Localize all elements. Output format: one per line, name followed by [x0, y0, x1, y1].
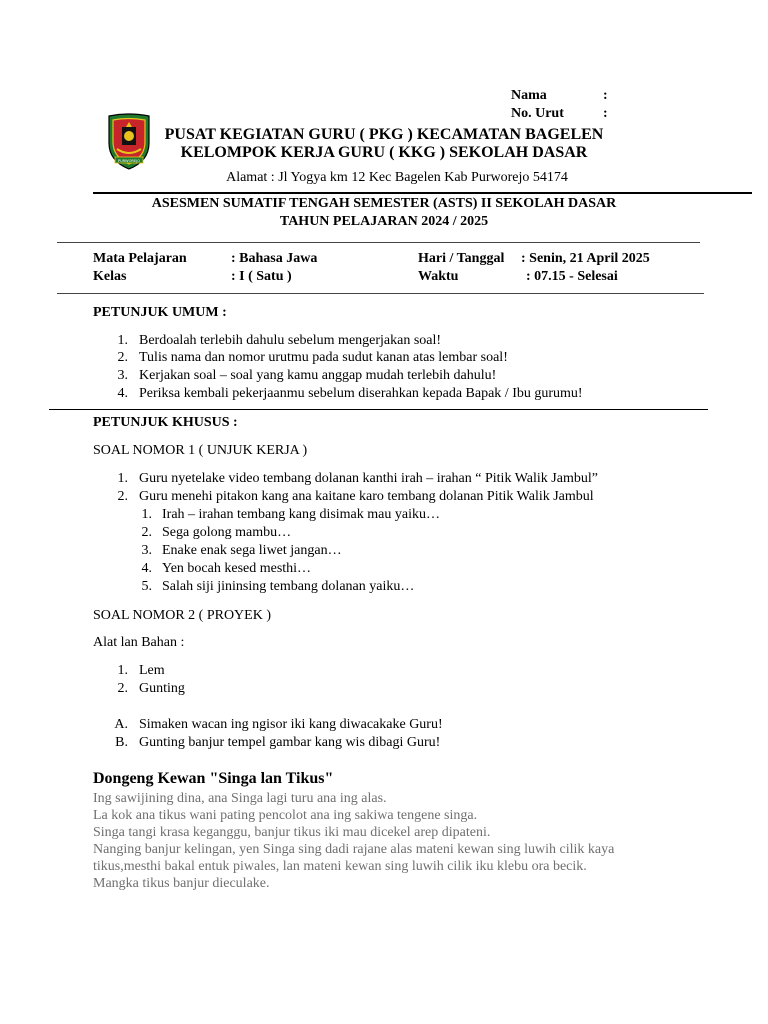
time-value: : 07.15 - Selesai	[526, 269, 618, 284]
info-divider-top	[57, 242, 700, 243]
header-address: Alamat : Jl Yogya km 12 Kec Bagelen Kab Purworejo 54174	[226, 170, 568, 185]
name-label: Nama	[511, 88, 547, 103]
story-line: Nanging banjur kelingan, yen Singa sing dadi rajane alas mateni kewan sing luwih cilik kaya	[93, 842, 615, 857]
story-line: Ing sawijining dina, ana Singa lagi turu ana ing alas.	[93, 791, 387, 806]
header-title-kkg: KELOMPOK KERJA GURU ( KKG ) SEKOLAH DASAR	[180, 144, 588, 161]
story-line: tikus,mesthi bakal entuk piwales, lan mateni kewan sing luwih cilik iku klebu ora becik.	[93, 859, 587, 874]
header-title-pkg: PUSAT KEGIATAN GURU ( PKG ) KECAMATAN BAGELEN	[164, 126, 604, 143]
story-line: La kok ana tikus wani pating pencolot ana ing sakiwa tengene singa.	[93, 808, 478, 823]
number-label: No. Urut	[511, 106, 564, 121]
question2-heading: SOAL NOMOR 2 ( PROYEK )	[93, 608, 271, 623]
date-value: : Senin, 21 April 2025	[521, 251, 650, 266]
subject-value: : Bahasa Jawa	[231, 251, 318, 266]
story-title: Dongeng Kewan "Singa lan Tikus"	[93, 770, 334, 787]
general-instructions-heading: PETUNJUK UMUM :	[93, 305, 227, 320]
date-label: Hari / Tanggal	[418, 251, 505, 266]
question1-heading: SOAL NOMOR 1 ( UNJUK KERJA )	[93, 443, 308, 458]
section-divider	[49, 409, 708, 410]
number-colon: :	[603, 106, 608, 121]
name-colon: :	[603, 88, 608, 103]
exam-year: TAHUN PELAJARAN 2024 / 2025	[279, 214, 489, 229]
time-label: Waktu	[418, 269, 459, 284]
materials-heading: Alat lan Bahan :	[93, 635, 185, 650]
header-divider	[93, 192, 752, 194]
subject-label: Mata Pelajaran	[93, 251, 187, 266]
class-value: : I ( Satu )	[231, 269, 292, 284]
info-divider-bottom	[57, 293, 704, 294]
special-instructions-heading: PETUNJUK KHUSUS :	[93, 415, 238, 430]
story-line: Singa tangi krasa keganggu, banjur tikus iki mau dicekel arep dipateni.	[93, 825, 491, 840]
story-line: Mangka tikus banjur dieculake.	[93, 876, 270, 891]
exam-title: ASESMEN SUMATIF TENGAH SEMESTER (ASTS) II SEKOLAH DASAR	[151, 196, 617, 211]
svg-text:PURWOREJO: PURWOREJO	[117, 158, 141, 163]
class-label: Kelas	[93, 269, 127, 284]
